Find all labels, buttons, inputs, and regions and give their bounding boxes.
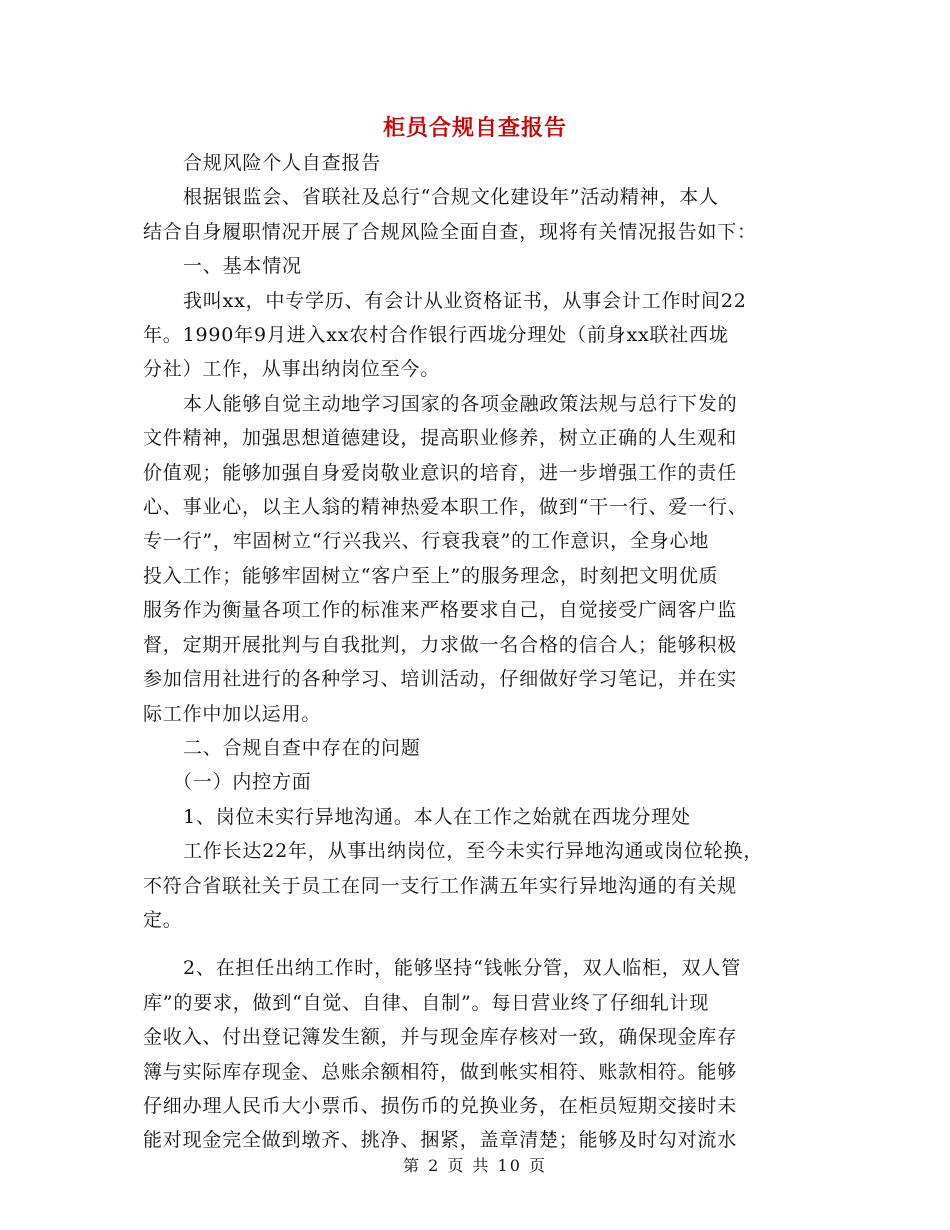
paragraph-line: 专一行”，牢固树立“行兴我兴、行衰我衰”的工作意识，全身心地: [143, 530, 710, 553]
paragraph-line: 年。1990年9月进入xx农村合作银行西垅分理处（前身xx联社西垅: [143, 324, 729, 347]
page-number: 第 2 页 共 10 页: [403, 1156, 547, 1175]
paragraph-line: 督，定期开展批判与自我批判，力求做一名合格的信合人；能够积极: [143, 633, 738, 656]
paragraph-line: 价值观；能够加强自身爱岗敬业意识的培育，进一步增强工作的责任: [143, 461, 738, 484]
paragraph-gap: [143, 937, 823, 951]
paragraph-line: 根据银监会、省联社及总行“合规文化建设年”活动精神，本人: [183, 186, 719, 209]
paragraph-line: 合规风险个人自查报告: [183, 152, 382, 174]
paragraph-line: 结合自身履职情况开展了合规风险全面自查，现将有关情况报告如下：: [143, 220, 757, 243]
subsection-heading: （一）内控方面: [173, 771, 312, 794]
paragraph-line: 簿与实际库存现金、总账余额相符，做到帐实相符、账款相符。能够: [143, 1060, 738, 1083]
paragraph-line: 参加信用社进行的各种学习、培训活动，仔细做好学习笔记，并在实: [143, 668, 738, 691]
paragraph-line: 心、事业心，以主人翁的精神热爱本职工作，做到“干一行、爱一行、: [143, 496, 748, 519]
paragraph-line: 2、在担任出纳工作时，能够坚持“钱帐分管，双人临柜，双人管: [183, 957, 742, 980]
paragraph-line: 库”的要求，做到“自觉、自律、自制”。每日营业终了仔细轧计现: [143, 991, 710, 1014]
paragraph-line: 我叫xx，中专学历、有会计从业资格证书，从事会计工作时间22: [183, 289, 747, 312]
paragraph-line: 定。: [143, 908, 183, 931]
document-title: 柜员合规自查报告: [382, 116, 567, 141]
paragraph-line: 投入工作；能够牢固树立“客户至上”的服务理念，时刻把文明优质: [143, 564, 719, 587]
paragraph-line: 1、岗位未实行异地沟通。本人在工作之始就在西垅分理处: [183, 805, 691, 828]
paragraph-line: 分社）工作，从事出纳岗位至今。: [143, 358, 441, 381]
paragraph-line: 工作长达22年，从事出纳岗位，至今未实行异地沟通或岗位轮换，: [183, 840, 764, 863]
paragraph-line: 仔细办理人民币大小票币、损伤币的兑换业务，在柜员短期交接时未: [143, 1094, 738, 1117]
paragraph-line: 际工作中加以运用。: [143, 702, 322, 725]
paragraph-line: 文件精神，加强思想道德建设，提高职业修养，树立正确的人生观和: [143, 427, 738, 450]
paragraph-line: 能对现金完全做到墩齐、挑净、捆紧，盖章清楚；能够及时勾对流水: [143, 1129, 738, 1152]
paragraph-line: 不符合省联社关于员工在同一支行工作满五年实行异地沟通的有关规: [143, 874, 738, 897]
paragraph-line: 服务作为衡量各项工作的标准来严格要求自己，自觉接受广阔客户监: [143, 599, 738, 622]
paragraph-line: 本人能够自觉主动地学习国家的各项金融政策法规与总行下发的: [183, 392, 738, 415]
section-heading: 一、基本情况: [183, 255, 302, 278]
paragraph-line: 金收入、付出登记簿发生额，并与现金库存核对一致，确保现金库存: [143, 1026, 738, 1049]
section-heading: 二、合规自查中存在的问题: [183, 736, 421, 759]
document-body: [143, 146, 823, 1158]
